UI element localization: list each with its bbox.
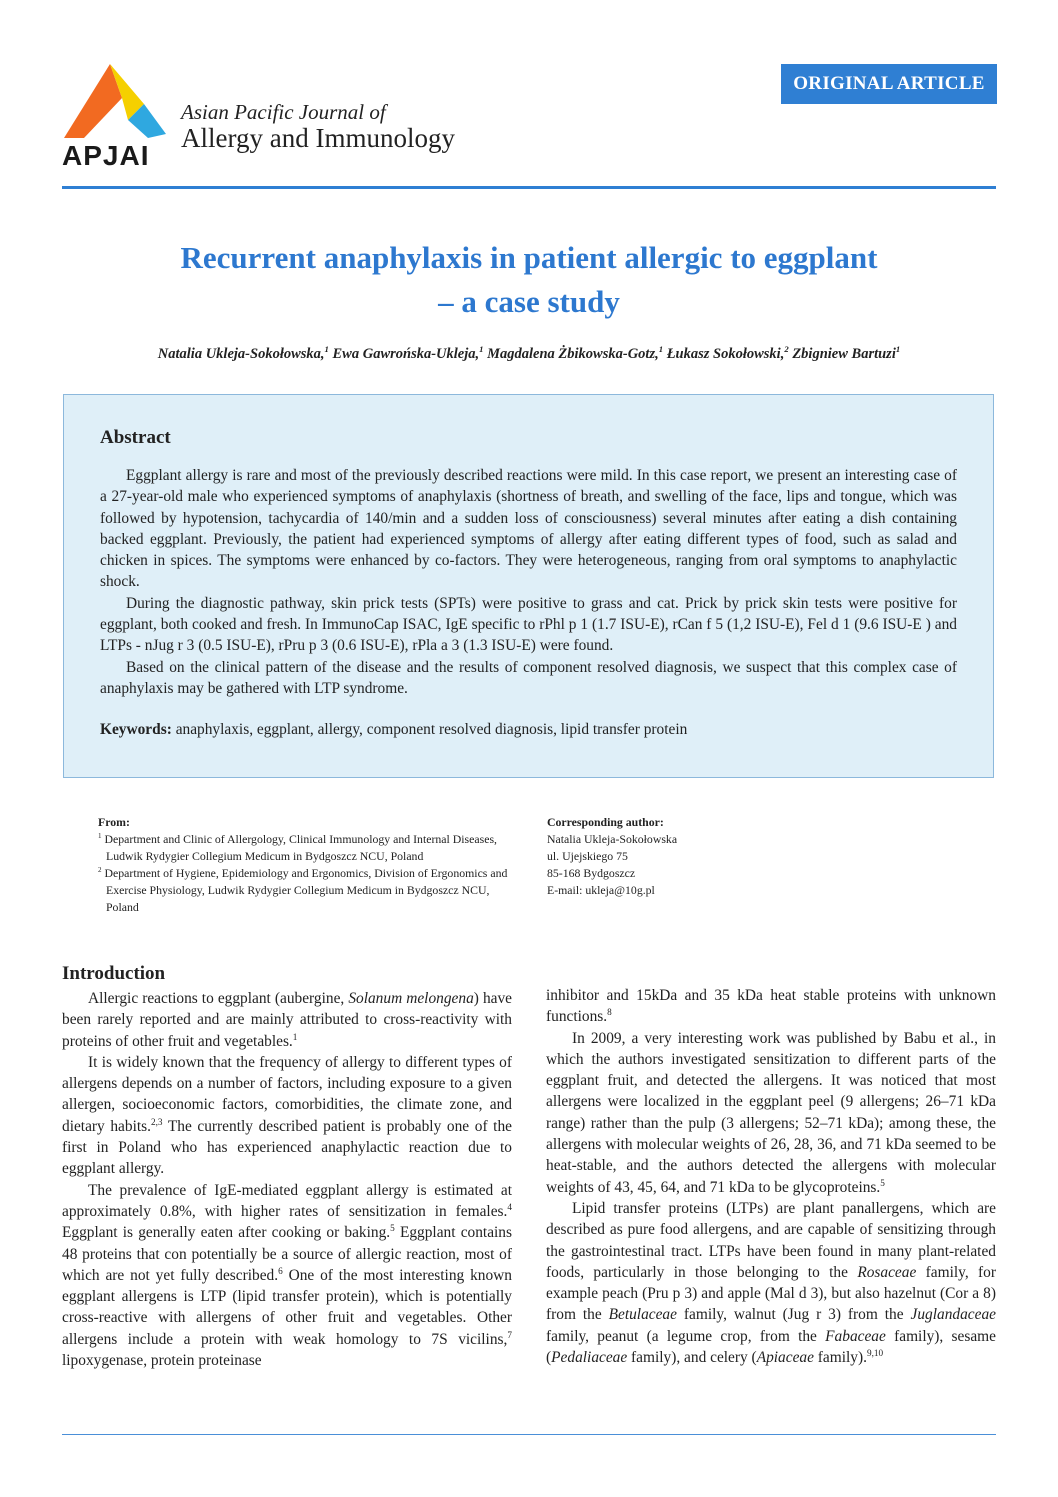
article-type-badge: ORIGINAL ARTICLE <box>781 64 997 104</box>
text-run: In 2009, a very interesting work was published by Babu et al., in which the authors investigated sensitization to different parts of the eggplant fruit, and detected the allergens. It was noticed that most allergens were localized in the eggplant peel (9 allergens; 26–71 kDa range) rather than the pulp (3 allergens; 52–71 kDa); among these, the allergens with molecular weights of 26, 28, 36, and 71 kDa seemed to be heat-stable, and the authors detected the allergens with molecular weights of 43, 45, 64, and 71 kDa to be glycoproteins. <box>546 1029 996 1196</box>
author-affiliation: 2 <box>784 344 789 355</box>
family-name: Pedaliaceae <box>551 1349 628 1367</box>
abstract-paragraph: Eggplant allergy is rare and most of the previously described reactions were mild. In this case report, we present an interesting case of a 27-year-old male who experienced symptoms of anaphylaxis (shortness of breath, and swelling of the face, lips and tongue, which was followed by hypotension, tachycardia of 140/min and a sudden loss of consciousness) several minutes after eating a dish containing backed eggplant. Previously, the patient had experienced symptoms of allergy after eating different types of food, such as salad and chicken in spices. The symptoms were enhanced by co-factors. They were heterogeneous, ranging from oral symptoms to anaphylactic shock. <box>100 467 957 591</box>
text-run: family), sesame ( <box>546 1327 996 1367</box>
author-list <box>62 346 996 363</box>
article-title-line1: Recurrent anaphylaxis in patient allergic to eggplant <box>180 240 878 275</box>
corresponding-street: ul. Ujejskiego 75 <box>547 849 628 863</box>
article-title <box>62 236 996 324</box>
author-affiliation: 1 <box>658 344 664 355</box>
abstract-heading: Abstract <box>100 427 171 448</box>
corresponding-label: Corresponding author: <box>547 815 664 829</box>
text-run: family, peanut (a legume crop, from the <box>546 1327 826 1345</box>
family-name: Betulaceae <box>608 1306 677 1324</box>
affiliation-item <box>98 831 518 865</box>
body-paragraph <box>62 1180 512 1372</box>
text-run: ) have been rarely reported and are mainly attributed to cross-reactivity with proteins of other fruit and vegetables. <box>62 990 512 1050</box>
body-paragraph <box>62 1052 512 1180</box>
family-name: Juglandaceae <box>910 1306 996 1324</box>
abstract-paragraph: Based on the clinical pattern of the disease and the results of component resolved diagnosis, we suspect that this complex case of anaphylaxis may be gathered with LTP syndrome. <box>100 658 957 697</box>
citation-ref: 5 <box>390 1223 395 1234</box>
citation-ref: 1 <box>292 1031 298 1042</box>
abstract-box <box>63 394 994 778</box>
body-paragraph <box>546 1028 996 1198</box>
text-run: Allergic reactions to eggplant (aubergine, <box>88 990 349 1007</box>
affiliation-item <box>98 865 518 916</box>
header-divider <box>62 186 996 189</box>
introduction-heading: Introduction <box>62 963 166 984</box>
corresponding-name: Natalia Ukleja-Sokołowska <box>547 832 678 846</box>
citation-ref: 2,3 <box>150 1116 163 1127</box>
logo-text: APJAI <box>62 140 150 171</box>
body-paragraph <box>546 985 996 1028</box>
citation-ref: 6 <box>278 1265 283 1276</box>
text-run: family). <box>813 1349 867 1367</box>
author-affiliation: 1 <box>479 344 484 355</box>
text-run: family), and celery ( <box>627 1349 757 1367</box>
corresponding-author <box>547 814 847 899</box>
article-title-line2: – a case study <box>438 284 620 319</box>
body-column-left <box>62 962 512 1371</box>
family-name: Fabaceae <box>825 1327 886 1345</box>
keywords <box>100 719 957 740</box>
corresponding-city: 85-168 Bydgoszcz <box>547 866 636 880</box>
body-column-right <box>546 985 996 1368</box>
corresponding-email: E-mail: ukleja@10g.pl <box>547 883 655 897</box>
species-name: Solanum melongena <box>348 990 474 1007</box>
author-name: Łukasz Sokołowski, <box>666 346 785 362</box>
citation-ref: 7 <box>507 1329 512 1340</box>
text-run: Eggplant contains 48 proteins that con potentially be a source of allergic reaction, most of which are not yet fully described. <box>62 1224 512 1284</box>
affiliation-number: 1 <box>98 832 102 841</box>
family-name: Rosaceae <box>857 1263 917 1281</box>
journal-title-line1: Asian Pacific Journal of <box>181 100 386 124</box>
journal-title <box>181 100 455 154</box>
text-run: lipoxygenase, protein proteinase <box>62 1352 262 1370</box>
journal-title-line2: Allergy and Immunology <box>181 123 455 153</box>
author-affiliation: 1 <box>324 344 329 355</box>
citation-ref: 9,10 <box>866 1347 884 1358</box>
affiliations-label: From: <box>98 815 130 829</box>
author-name: Ewa Gawrońska-Ukleja, <box>332 346 480 362</box>
body-paragraph <box>62 988 512 1052</box>
keywords-list: anaphylaxis, eggplant, allergy, component resolved diagnosis, lipid transfer protein <box>175 721 688 739</box>
text-run: Eggplant is generally eaten after cooking or baking. <box>62 1224 391 1242</box>
affiliation-text: Department and Clinic of Allergology, Clinical Immunology and Internal Diseases, Ludwik Rydygier Collegium Medicum in Bydgoszcz NCU, Poland <box>104 832 497 863</box>
citation-ref: 8 <box>607 1007 612 1018</box>
keywords-label: Keywords: <box>100 721 172 739</box>
body-paragraph <box>546 1198 996 1368</box>
author-name: Zbigniew Bartuzi <box>792 346 896 362</box>
text-run: The currently described patient is probably one of the first in Poland who has experienced anaphylactic reaction due to eggplant allergy. <box>62 1117 512 1178</box>
author-name: Natalia Ukleja-Sokołowska, <box>157 346 325 362</box>
family-name: Apiaceae <box>756 1349 814 1367</box>
text-run: inhibitor and 15kDa and 35 kDa heat stable proteins with unknown functions. <box>546 987 996 1026</box>
citation-ref: 4 <box>507 1201 512 1212</box>
affiliations <box>98 814 518 916</box>
text-run: One of the most interesting known eggplant allergens is LTP (lipid transfer protein), which is potentially cross-reactive with allergens of other fruit and vegetables. Other allergens include a protein with weak homology to 7S vicilins, <box>62 1266 512 1348</box>
author-name: Magdalena Żbikowska-Gotz, <box>487 346 659 362</box>
text-run: family, walnut (Jug r 3) from the <box>676 1306 911 1324</box>
text-run: Lipid transfer proteins (LTPs) are plant panallergens, which are described as pure food allergens, and are capable of sensitizing through the gastrointestinal tract. LTPs have been found in many plant-related foods, particularly in those belonging to the <box>546 1199 996 1281</box>
affiliation-text: Department of Hygiene, Epidemiology and Ergonomics, Division of Ergonomics and Exercise Physiology, Ludwik Rydygier Collegium Medicum in Bydgoszcz NCU, Poland <box>104 866 508 914</box>
abstract-paragraph: During the diagnostic pathway, skin prick tests (SPTs) were positive to grass and cat. Prick by prick skin tests were positive for eggplant, both cooked and fresh. In ImmunoCap ISAC, IgE specific to rPhl p 1 (1.7 ISU-E), rCan f 5 (1,2 ISU-E), Fel d 1 (9.6 ISU-E ) and LTPs - nJug r 3 (0.5 ISU-E), rPru p 3 (0.6 ISU-E), rPla a 3 (1.3 ISU-E) were found. <box>100 594 957 655</box>
text-run: It is widely known that the frequency of allergy to different types of allergens depends on a number of factors, including exposure to a given allergen, socioeconomic factors, comorbidities, the climate zone, and dietary habits. <box>62 1053 512 1135</box>
footer-divider <box>62 1434 996 1435</box>
author-affiliation: 1 <box>895 344 901 355</box>
text-run: The prevalence of IgE-mediated eggplant allergy is estimated at approximately 0.8%, with higher rates of sensitization in females. <box>62 1181 512 1220</box>
text-run: family, for example peach (Pru p 3) and apple (Mal d 3), but also hazelnut (Cor a 8) from the <box>546 1263 996 1324</box>
citation-ref: 5 <box>880 1177 885 1188</box>
affiliation-number: 2 <box>98 866 102 875</box>
